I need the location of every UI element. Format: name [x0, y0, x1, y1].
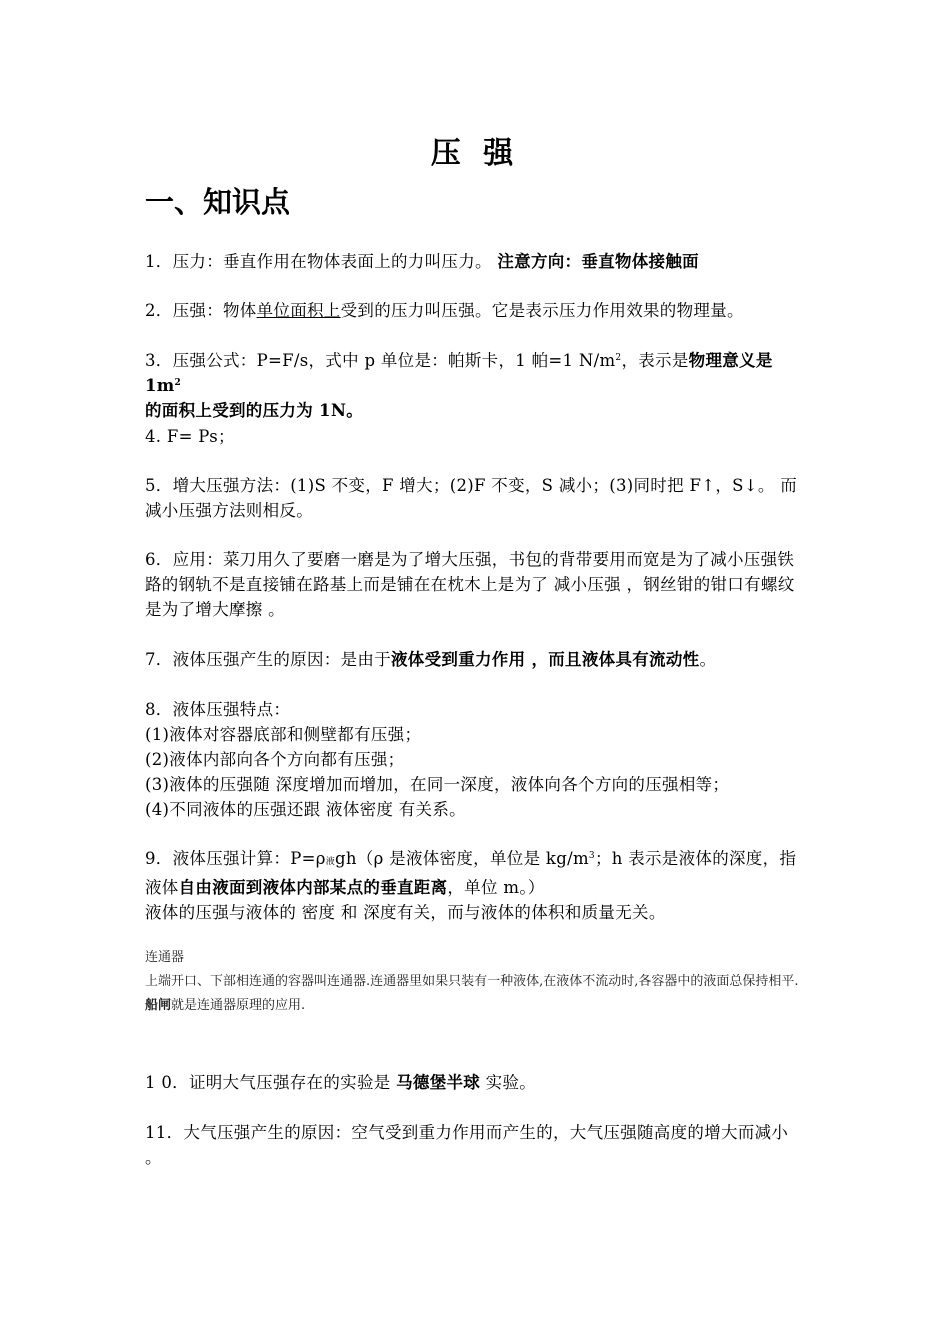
connector-bold-ship-lock: 船闸 [145, 998, 172, 1013]
item-8-line: (2)液体内部向各个方向都有压强； [145, 750, 405, 769]
item-8-line: (4)不同液体的压强还跟 液体密度 有关系。 [145, 800, 466, 819]
item-10-magdeburg: 1 0．证明大气压强存在的实验是 马德堡半球 实验。 [145, 1073, 537, 1092]
connector-heading: 连通器 [145, 950, 185, 965]
item-9-line-2: 液体的压强与液体的 密度 和 深度有关，而与液体的体积和质量无关。 [145, 903, 666, 922]
item-9-liquid-pressure-calc: 9．液体压强计算：P=ρ液gh（ρ 是液体密度，单位是 $kg/m^3$；h 表示是液体的深度，指液体自由液面到液体内部某点的垂直距离，单位 m。） 液体的压强与液体的 密度 和 深度有关，而与液体的体积和质量无关。 [145, 846, 810, 925]
item-6-applications: 6．应用：菜刀用久了要磨一磨是为了增大压强，书包的背带要用而宽是为了减小压强铁路的钢轨不是直接铺在路基上而是铺在在枕木上是为了 减小压强 ，钢丝钳的钳口有螺纹是为了增大摩擦 。 [145, 550, 795, 619]
item-3-pressure-formula: 3．压强公式：P=F/s，式中 p 单位是：帕斯卡，1 帕=1 $N/m^2$，表示是物理意义是 $1m^2$ 的面积上受到的压力为 1N。 [145, 351, 773, 420]
item-8-liquid-pressure-features [145, 697, 810, 822]
item-8-line: (1)液体对容器底部和侧壁都有压强； [145, 725, 422, 744]
item-1-pressure-definition: 1．压力：垂直作用在物体表面上的力叫压力。 注意方向：垂直物体接触面 [145, 252, 699, 271]
item-11-atmospheric-pressure: 11．大气压强产生的原因：空气受到重力作用而产生的，大气压强随高度的增大而减小 。 [145, 1123, 789, 1167]
page-title: 压 强 [430, 136, 520, 171]
item-5-increase-methods: 5．增大压强方法：(1)S 不变，F 增大；(2)F 不变，S 减小；(3)同时把 F↑，S↓。 而减小压强方法则相反。 [145, 476, 797, 520]
item-2-underlined-term: 单位面积上 [256, 301, 341, 320]
section-heading: 一、知识点 [145, 185, 291, 219]
item-7-liquid-pressure-cause: 7．液体压强产生的原因：是由于液体受到重力作用 ，而且液体具有流动性。 [145, 650, 717, 669]
item-8-line: (3)液体的压强随 深度增加而增加，在同一深度，液体向各个方向的压强相等； [145, 775, 730, 794]
item-2-pressure-intensity: 2．压强：物体单位面积上受到的压力叫压强。它是表示压力作用效果的物理量。 [145, 301, 744, 320]
item-8-heading: 8．液体压强特点： [145, 700, 291, 719]
item-1-bold-note: 注意方向：垂直物体接触面 [497, 252, 699, 271]
item-4-formula-f: 4. F= Ps； [145, 427, 235, 446]
connector-section: 连通器 上端开口、下部相连通的容器叫连通器.连通器里如果只装有一种液体,在液体不流动时,各容器中的液面总保持相平. 船闸就是连通器原理的应用. [145, 946, 810, 1018]
